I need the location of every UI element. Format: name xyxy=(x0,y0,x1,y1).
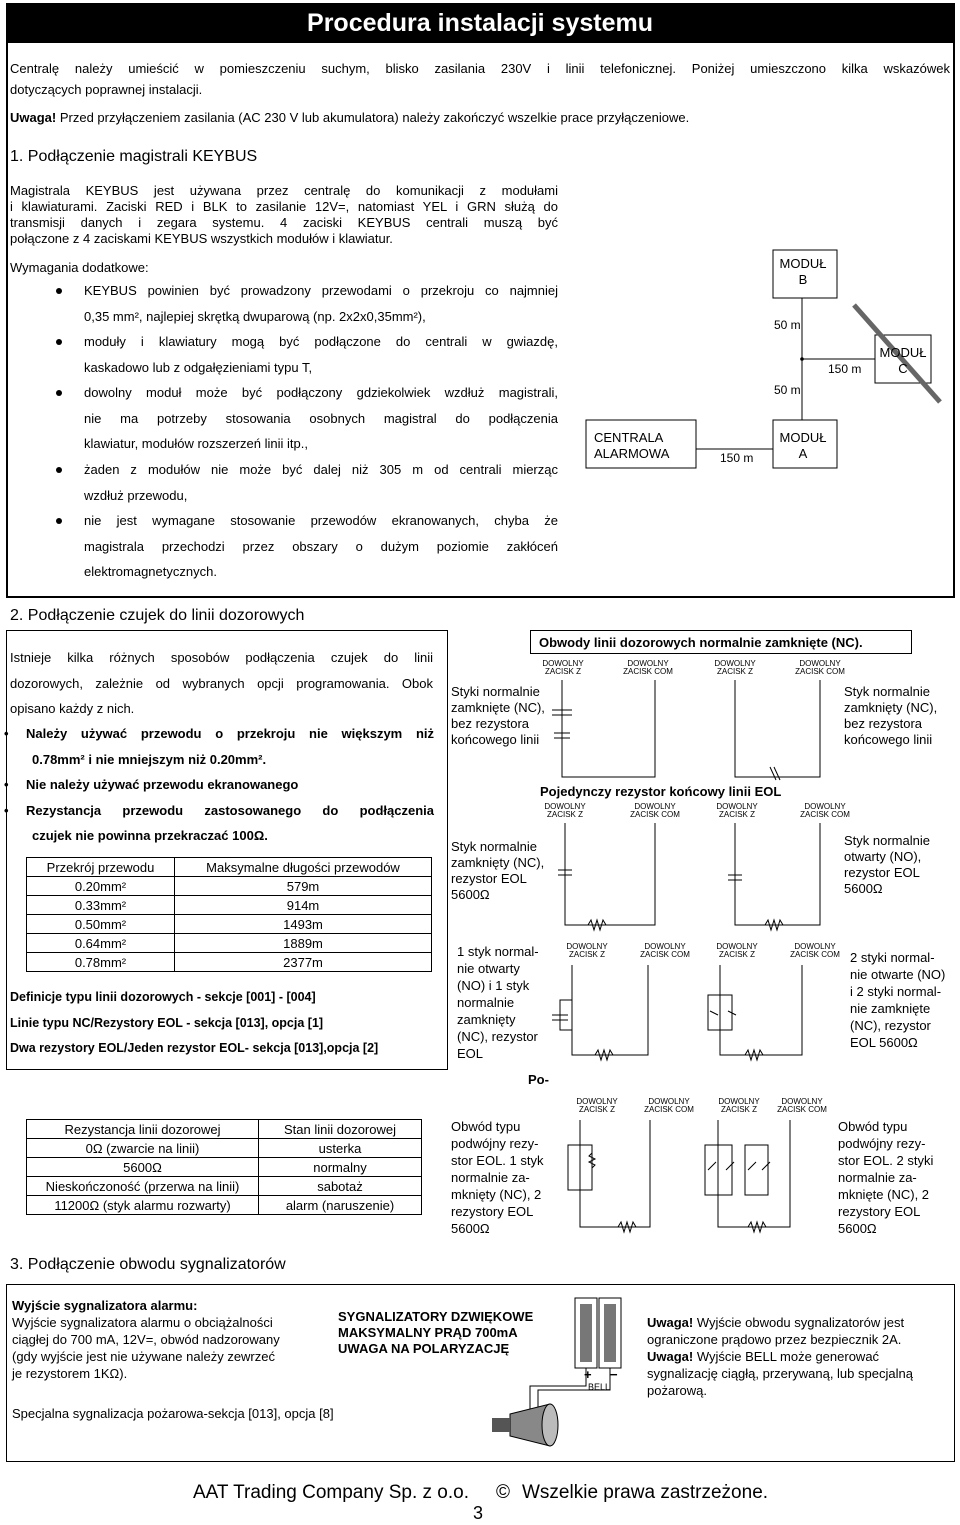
caption-4-right: Obwód typu podwójny rezy- stor EOL. 2 styki normalnie za- mknięte (NC), 2 rezystory EOL 5600Ω xyxy=(838,1119,934,1236)
siren-body xyxy=(492,1418,510,1432)
terminal-label: DOWOLNY ZACISK COM xyxy=(630,802,680,819)
bullet-icon xyxy=(56,467,62,473)
terminal-label: DOWOLNY ZACISK Z xyxy=(716,802,758,819)
sirens-note: SYGNALIZATORY DZWIĘKOWE MAKSYMALNY PRĄD 700mA UWAGA NA POLARYZACJĘ xyxy=(338,1309,534,1356)
intro-line1: Centralę należy umieścić w pomieszczeniu suchym, blisko zasilania 230V i linii telefonicznej. Poniżej umieszczono kilka wskazówek xyxy=(10,61,950,76)
table-row: 5600Ω normalny xyxy=(27,1158,422,1177)
warning-label: Uwaga! xyxy=(10,110,57,125)
terminal-label: DOWOLNY ZACISK Z xyxy=(718,1097,760,1114)
circuit-loop xyxy=(735,680,820,777)
terminal-label: DOWOLNY ZACISK Z xyxy=(542,659,584,676)
circuit-loop xyxy=(580,1120,650,1227)
list-item: żaden z modułów nie może być dalej niż 305 m od centrali mierząc wzdłuż przewodu, xyxy=(84,457,558,508)
module-c-label: MODUŁ C xyxy=(879,345,927,376)
bell-label: BELL xyxy=(588,1382,611,1392)
list-item: • Nie należy używać przewodu ekranowanego xyxy=(4,777,299,792)
terminal-label: DOWOLNY ZACISK COM xyxy=(795,659,845,676)
output-text: Wyjście sygnalizatora alarmu o obciążalności ciągłej do 700 mA, 12V=, obwód nadzorowany (gdy wyjście jest nie używane należy zewrzeć je rezystorem 1KΩ). xyxy=(12,1315,280,1381)
definition-line: Definicje typu linii dozorowych - sekcje [001] - [004] xyxy=(10,990,316,1004)
definition-line: Linie typu NC/Rezystory EOL - sekcja [013], opcja [1] xyxy=(10,1016,324,1030)
list-item: • Należy używać przewodu o przekroju nie większym niż 0.78mm² i nie mniejszym niż 0.20mm². xyxy=(4,726,434,767)
terminal-label: DOWOLNY ZACISK Z xyxy=(576,1097,618,1114)
contact-symbol xyxy=(705,1145,734,1195)
module-b-label: MODUŁ B xyxy=(779,256,827,287)
list-item: nie jest wymagane stosowanie przewodów ekranowanych, chyba że magistrala przechodzi przez obszary o dużym poziomie zakłóceń elektromagnetycznych. xyxy=(84,508,558,585)
copyright-icon: © xyxy=(496,1482,510,1503)
bullet-icon xyxy=(56,518,62,524)
list-item: KEYBUS powinien być prowadzony przewodami o przekroju co najmniej 0,35 mm², najlepiej skrętką dwuparową (np. 2x2x0,35mm²), xyxy=(84,278,558,329)
terminal-label: DOWOLNY ZACISK Z xyxy=(714,659,756,676)
nc-title: Obwody linii dozorowych normalnie zamknięte (NC). xyxy=(530,630,912,654)
bullet-icon xyxy=(56,288,62,294)
circuit-loop xyxy=(565,823,655,925)
para-line: transmisji danych i zegara systemu. 4 zaciski KEYBUS centrali muszą być xyxy=(10,215,558,230)
requirements-list xyxy=(84,278,558,588)
list-item: moduły i klawiatury mogą być podłączone do centrali w gwiazdę, kaskadowo lub z odgałęzieniami typu T, xyxy=(84,329,558,380)
contact-symbol xyxy=(745,1145,770,1195)
para-line: i klawiaturami. Zaciski RED i BLK to zasilanie 12V=, natomiast YEL i GRN służą do xyxy=(10,199,558,214)
intro-warning xyxy=(10,110,689,126)
bullet-icon xyxy=(56,339,62,345)
terminal-label: DOWOLNY ZACISK COM xyxy=(800,802,850,819)
nc-circuits-drawing xyxy=(540,675,860,1255)
table-header: Rezystancja linii dozorowej xyxy=(27,1120,259,1139)
po-label: Po- xyxy=(528,1072,549,1087)
circuit-loop xyxy=(572,965,648,1055)
terminal-label: DOWOLNY ZACISK COM xyxy=(644,1097,694,1114)
definition-line: Dwa rezystory EOL/Jeden rezystor EOL- sekcja [013],opcja [2] xyxy=(10,1041,379,1055)
table-row: 0.64mm² 1889m xyxy=(27,934,432,953)
plus-sign: + xyxy=(584,1367,592,1382)
table-row: Nieskończoność (przerwa na linii) sabotaż xyxy=(27,1177,422,1196)
caption-1-left: Styki normalnie zamknięte (NC), bez rezystora końcowego linii xyxy=(451,684,545,747)
caption-3-left: 1 styk normal- nie otwarty (NO) i 1 styk normalnie zamknięty (NC), rezystor EOL xyxy=(457,944,539,1061)
length-central-a: 150 m xyxy=(720,451,754,465)
list-item: dowolny moduł może być podłączony gdziekolwiek wzdłuż magistrali, nie ma potrzeby stosowania osobnych magistral do podłączenia klawiatur, modułów rozszerzeń linii itp., xyxy=(84,380,558,457)
terminal-label: DOWOLNY ZACISK COM xyxy=(640,942,690,959)
section3-heading: 3. Podłączenie obwodu sygnalizatorów xyxy=(10,1256,286,1273)
caption-3-right: 2 styki normal- nie otwarte (NO) i 2 styki normal- nie zamknięte (NC), rezystor EOL 5600Ω xyxy=(850,950,946,1050)
warning-text: Przed przyłączeniem zasilania (AC 230 V lub akumulatora) należy zakończyć wszelkie prace przyłączeniowe. xyxy=(56,110,690,125)
siren-mouth xyxy=(542,1404,558,1446)
section2-heading: 2. Podłączenie czujek do linii dozorowych xyxy=(10,607,305,624)
terminal-label: DOWOLNY ZACISK COM xyxy=(777,1097,827,1114)
section2-intro: Istnieje kilka różnych sposobów podłączenia czujek do linii dozorowych, zależnie od wybranych opcji programowania. Obok opisano każdy z nich. xyxy=(10,650,433,716)
circuit-loop xyxy=(735,823,820,925)
eol-title: Pojedynczy rezystor końcowy linii EOL xyxy=(540,784,782,799)
terminal-label: DOWOLNY ZACISK Z xyxy=(716,942,758,959)
bullet-icon xyxy=(56,390,62,396)
junction-dot xyxy=(800,357,804,361)
intro-line2: dotyczących poprawnej instalacji. xyxy=(10,82,203,97)
table-header: Przekrój przewodu xyxy=(27,858,175,877)
table-row: 0Ω (zwarcie na linii) usterka xyxy=(27,1139,422,1158)
section1-paragraph xyxy=(10,183,558,247)
central-label: CENTRALA ALARMOWA xyxy=(594,430,670,461)
page-number: 3 xyxy=(473,1503,484,1523)
list-item: • Rezystancja przewodu zastosowanego do podłączenia czujek nie powinna przekraczać 100Ω. xyxy=(4,802,434,843)
section2-bullets xyxy=(4,721,434,849)
para-line: połączone z 4 zaciskami KEYBUS wszystkich modułów i klawiatur. xyxy=(10,231,393,246)
section3-warnings: Uwaga! Wyjście obwodu sygnalizatorów jest ograniczone prądowo przez bezpiecznik 2A. Uwaga! Wyjście BELL może generować sygnalizację ciągłą, przerywaną, lub specjalną pożarową. xyxy=(647,1315,913,1398)
terminal-label: DOWOLNY ZACISK COM xyxy=(790,942,840,959)
para-line: Magistrala KEYBUS jest używana przez centralę do komunikacji z modułami xyxy=(10,183,558,198)
terminal-label: DOWOLNY ZACISK Z xyxy=(544,802,586,819)
circuit-loop xyxy=(562,680,655,777)
output-title: Wyjście sygnalizatora alarmu: xyxy=(12,1298,198,1313)
section1-heading: 1. Podłączenie magistrali KEYBUS xyxy=(10,148,258,165)
caption-2-left: Styk normalnie zamknięty (NC), rezystor EOL 5600Ω xyxy=(451,839,545,902)
caption-4-left: Obwód typu podwójny rezy- stor EOL. 1 styk normalnie za- mknięty (NC), 2 rezystory EOL 5600Ω xyxy=(451,1119,544,1236)
caption-1-right: Styk normalnie zamknięty (NC), bez rezystora końcowego linii xyxy=(844,684,938,747)
length-b-lower: 50 m xyxy=(774,383,801,397)
table-header: Maksymalne długości przewodów xyxy=(175,858,432,877)
footer-company: AAT Trading Company Sp. z o.o. xyxy=(193,1482,469,1503)
caption-2-right: Styk normalnie otwarty (NO), rezystor EOL 5600Ω xyxy=(844,833,930,896)
fire-note: Specjalna sygnalizacja pożarowa-sekcja [013], opcja [8] xyxy=(12,1406,334,1421)
wire-table xyxy=(26,857,432,972)
table-row: 0.20mm² 579m xyxy=(27,877,432,896)
contact-symbol xyxy=(552,1000,572,1030)
page-title: Procedura instalacji systemu xyxy=(6,3,955,43)
terminal-label: DOWOLNY ZACISK Z xyxy=(566,942,608,959)
footer-rights: Wszelkie prawa zastrzeżone. xyxy=(522,1482,769,1503)
requirements-title: Wymagania dodatkowe: xyxy=(10,260,149,275)
terminal-screw xyxy=(580,1304,592,1362)
line-state-table xyxy=(26,1119,422,1215)
terminal-label: DOWOLNY ZACISK COM xyxy=(623,659,673,676)
contact-symbol xyxy=(770,767,780,780)
length-c: 150 m xyxy=(828,362,862,376)
length-b-upper: 50 m xyxy=(774,318,801,332)
table-row: 0.78mm² 2377m xyxy=(27,953,432,972)
terminal-screw xyxy=(604,1304,616,1362)
module-a-label: MODUŁ A xyxy=(779,430,827,461)
circuit-loop xyxy=(718,1120,790,1227)
minus-sign: − xyxy=(610,1367,618,1382)
contact-symbol xyxy=(708,995,736,1030)
table-row: 11200Ω (styk alarmu rozwarty) alarm (naruszenie) xyxy=(27,1196,422,1215)
table-row: 0.50mm² 1493m xyxy=(27,915,432,934)
table-row: 0.33mm² 914m xyxy=(27,896,432,915)
table-header: Stan linii dozorowej xyxy=(259,1120,422,1139)
